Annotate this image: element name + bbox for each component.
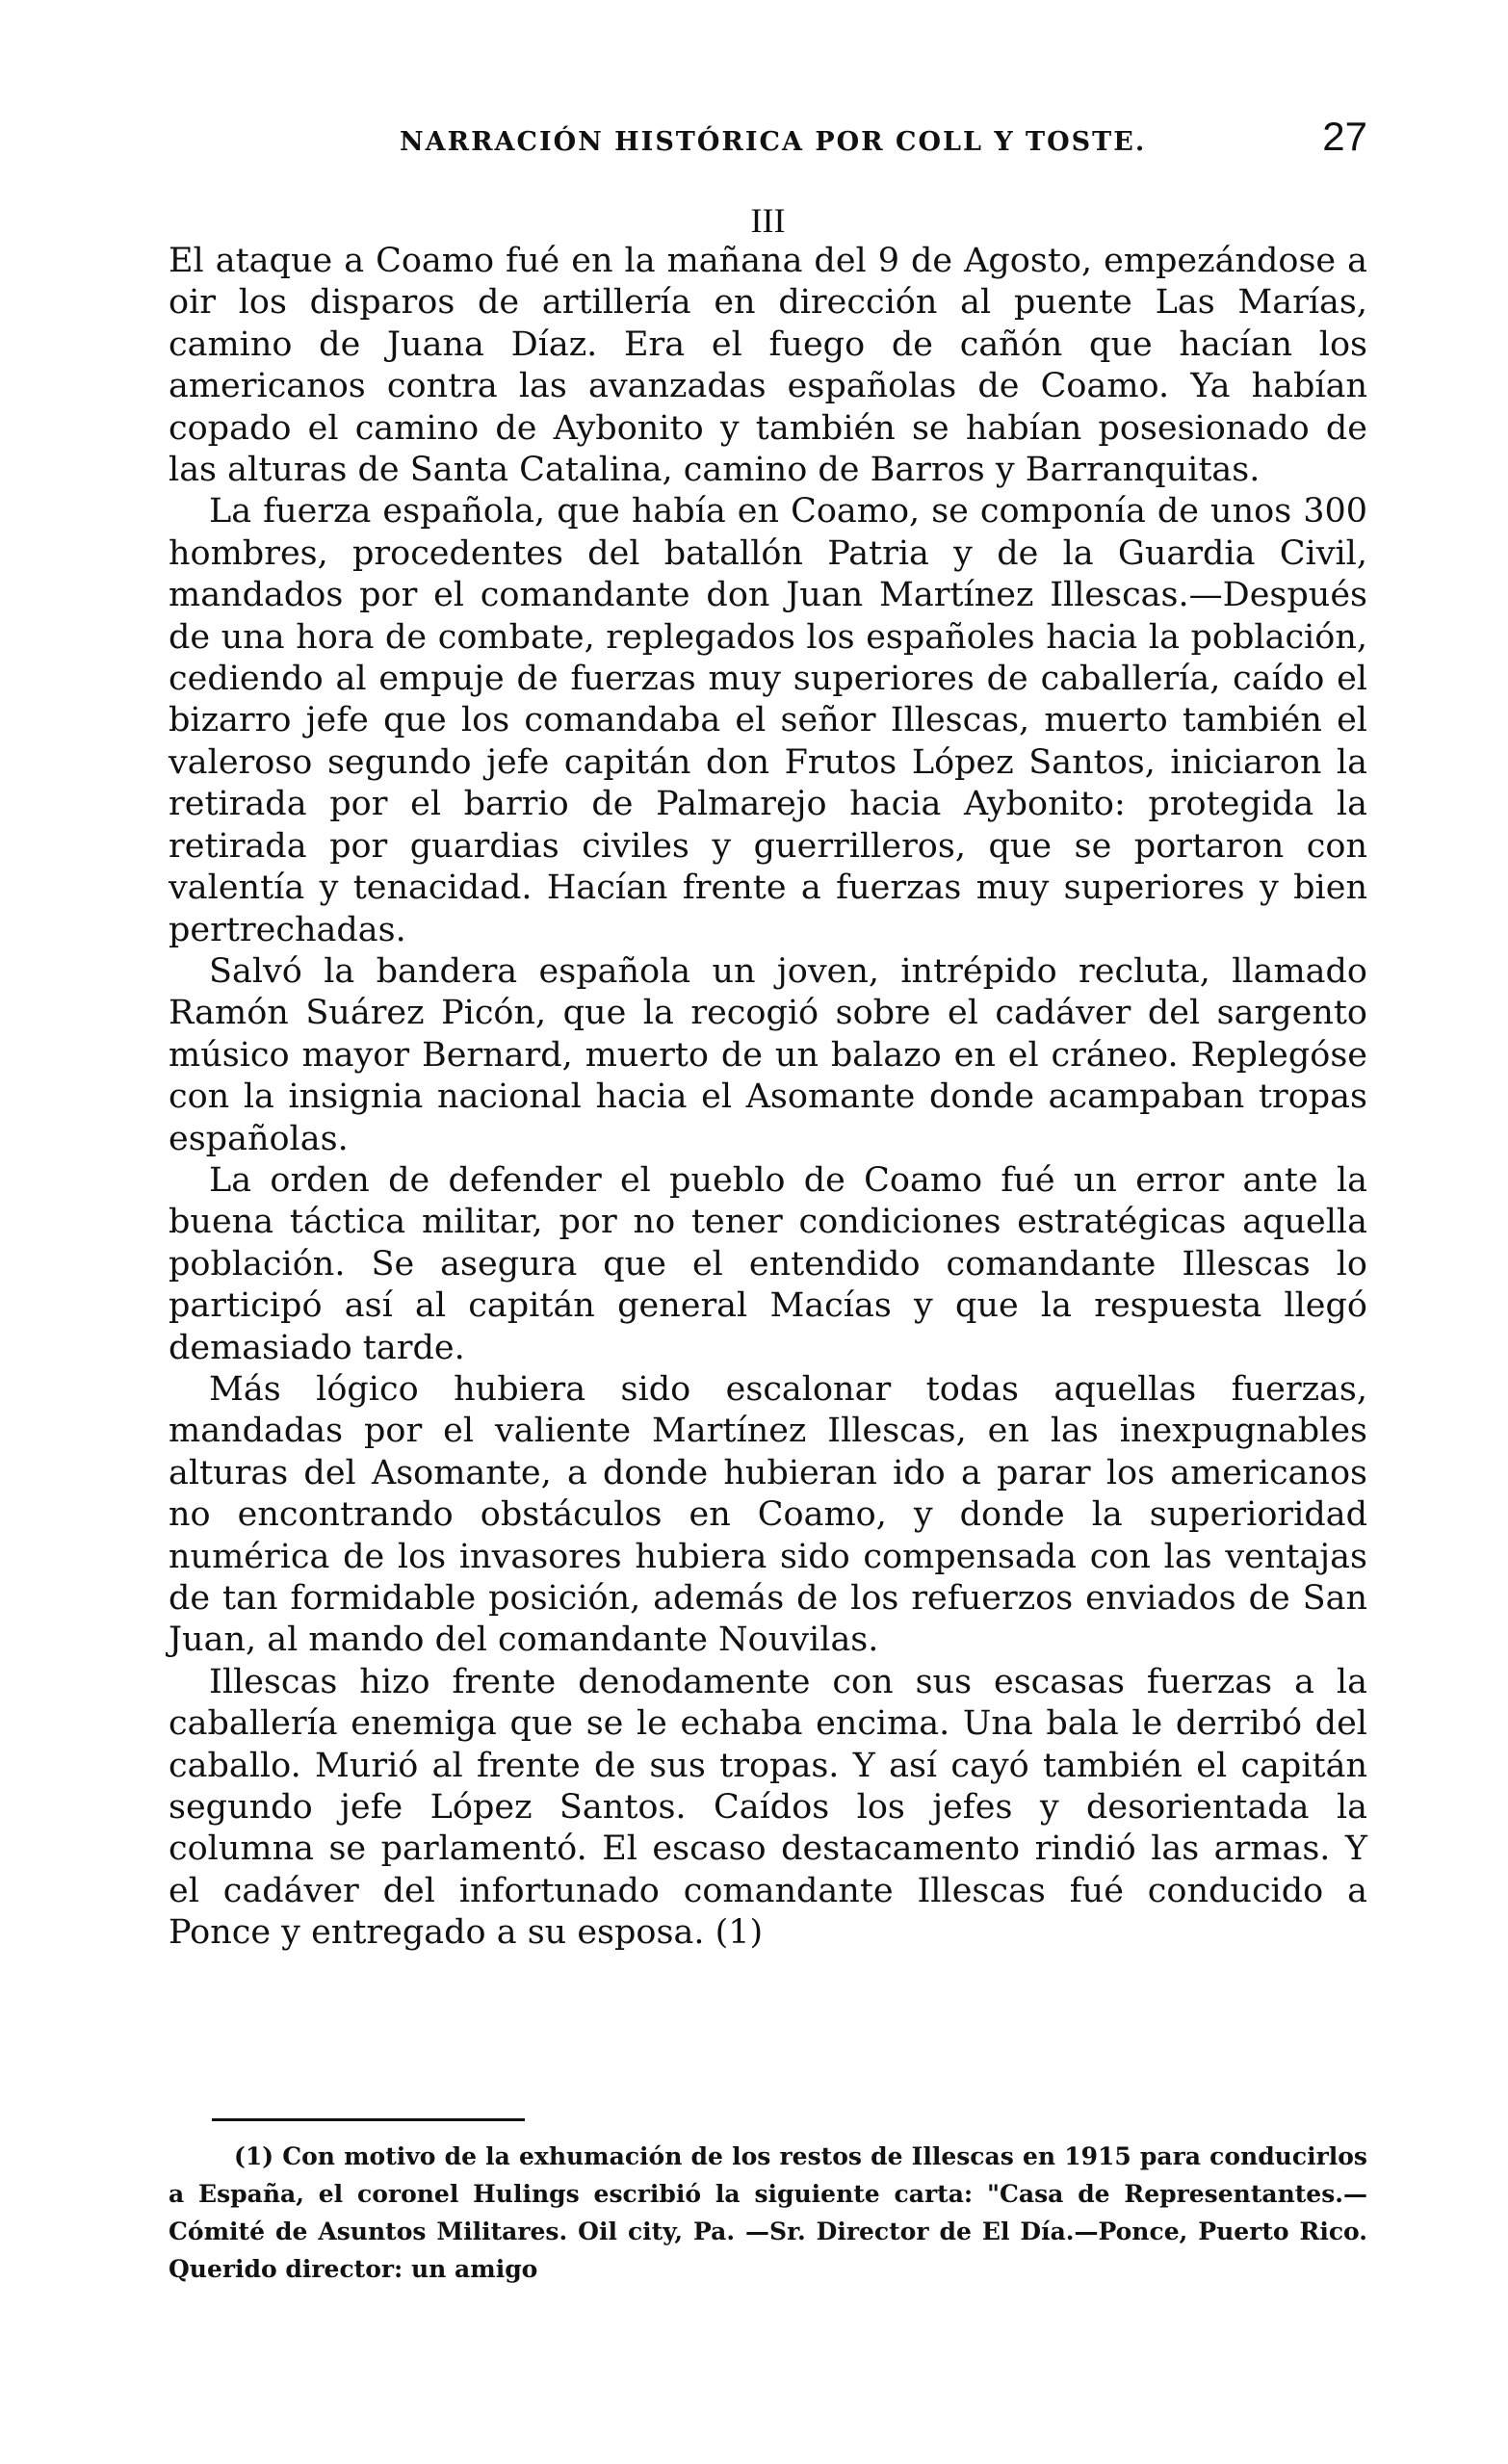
- body-text: [169, 241, 1367, 1955]
- page-number: 27: [1322, 114, 1367, 159]
- section-number: III: [750, 201, 786, 240]
- footnote: (1) Con motivo de la exhumación de los restos de Illescas en 1915 para conducirlos a España, el coronel Hulings escribió la siguiente carta: "Casa de Representantes.—Cómité de Asuntos Militares. Oil city, Pa. —Sr. Director de El Día.—Ponce, Puerto Rico. Querido director: un amigo: [169, 2142, 1367, 2283]
- running-title: NARRACIÓN HISTÓRICA POR COLL Y TOSTE.: [400, 127, 1147, 157]
- paragraph-6: Illescas hizo frente denodamente con sus escasas fuerzas a la caballería enemiga que se le echaba encima. Una bala le derribó del caballo. Murió al frente de sus tropas. Y así cayó también el capitán segundo jefe López Santos. Caídos los jefes y desorientada la columna se parlamentó. El escaso destacamento rindió las armas. Y el cadáver del infortunado comandante Illescas fué conducido a Ponce y entregado a su esposa. (1): [169, 1662, 1367, 1953]
- paragraph-1: El ataque a Coamo fué en la mañana del 9 de Agosto, empezándose a oir los disparos de artillería en dirección al puente Las Marías, camino de Juana Díaz. Era el fuego de cañón que hacían los americanos contra las avanzadas españolas de Coamo. Ya habían copado el camino de Aybonito y también se habían posesionado de las alturas de Santa Catalina, camino de Barros y Barranquitas.: [169, 242, 1367, 490]
- paragraph-3: Salvó la bandera española un joven, intrépido recluta, llamado Ramón Suárez Picón, que la recogió sobre el cadáver del sargento músico mayor Bernard, muerto de un balazo en el cráneo. Replegóse con la insignia nacional hacia el Asomante donde acampaban tropas españolas.: [169, 951, 1367, 1158]
- paragraph-2: La fuerza española, que había en Coamo, se componía de unos 300 hombres, procedentes del batallón Patria y de la Guardia Civil, mandados por el comandante don Juan Martínez Illescas.—Después de una hora de combate, replegados los españoles hacia la población, cediendo al empuje de fuerzas muy superiores de caballería, caído el bizarro jefe que los comandaba el señor Illescas, muerto también el valeroso segundo jefe capitán don Frutos López Santos, iniciaron la retirada por el barrio de Palmarejo hacia Aybonito: protegida la retirada por guardias civiles y guerrilleros, que se portaron con valentía y tenacidad. Hacían frente a fuerzas muy superiores y bien pertrechadas.: [169, 492, 1367, 949]
- book-page: [169, 0, 1367, 2464]
- paragraph-5: Más lógico hubiera sido escalonar todas aquellas fuerzas, mandadas por el valiente Martínez Illescas, en las inexpugnables alturas del Asomante, a donde hubieran ido a parar los americanos no encontrando obstáculos en Coamo, y donde la superioridad numérica de los invasores hubiera sido compensada con las ventajas de tan formidable posición, además de los refuerzos enviados de San Juan, al mando del comandante Nouvilas.: [169, 1369, 1367, 1660]
- paragraph-4: La orden de defender el pueblo de Coamo fué un error ante la buena táctica militar, por no tener condiciones estratégicas aquella población. Se asegura que el entendido comandante Illescas lo participó así al capitán general Macías y que la respuesta llegó demasiado tarde.: [169, 1160, 1367, 1367]
- running-head: [400, 114, 1367, 160]
- footnote-divider: [212, 2118, 525, 2121]
